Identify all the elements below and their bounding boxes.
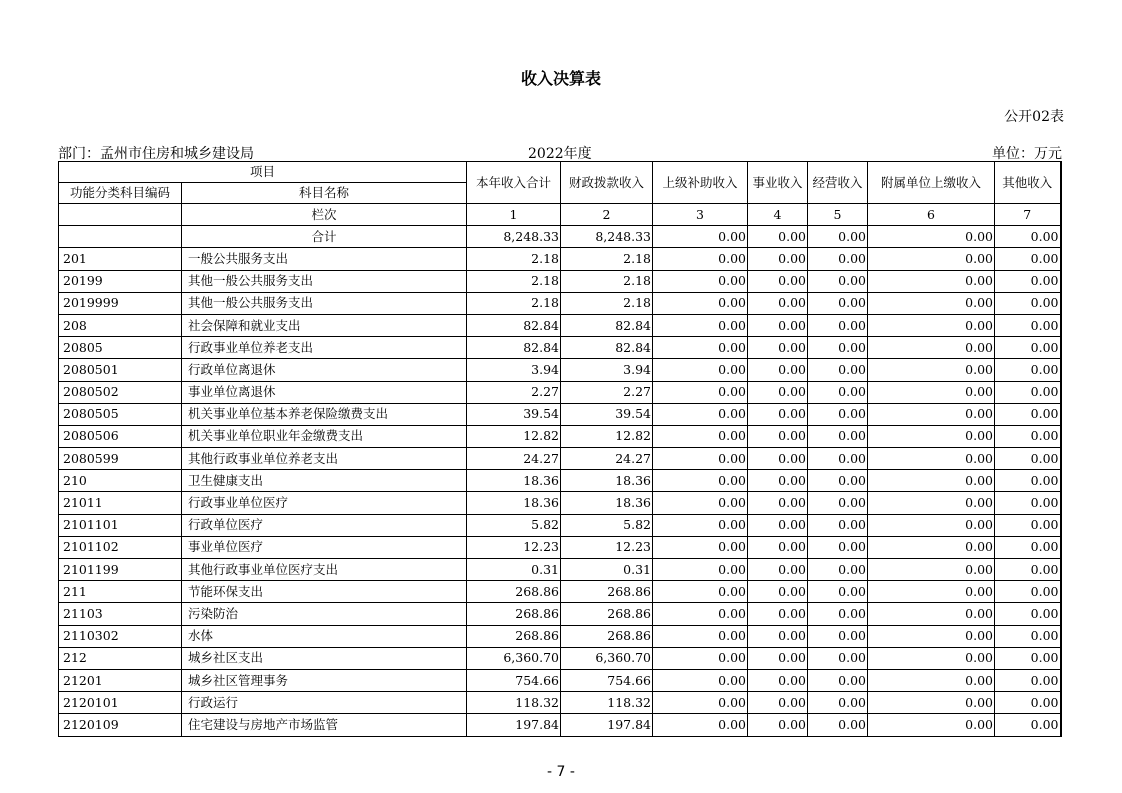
row-code: 21201: [59, 669, 182, 691]
row-code: 20199: [59, 270, 182, 292]
row-value: 12.82: [467, 425, 561, 447]
row-value: 0.00: [868, 692, 995, 714]
row-value: 0.00: [868, 270, 995, 292]
row-value: 0.00: [868, 581, 995, 603]
row-value: 0.00: [653, 536, 748, 558]
row-value: 268.86: [561, 581, 653, 603]
row-name: 其他一般公共服务支出: [182, 292, 467, 314]
table-row: [59, 314, 1061, 336]
row-name: 行政事业单位医疗: [182, 492, 467, 514]
row-value: 0.00: [995, 559, 1061, 581]
header-col-7: 其他收入: [995, 162, 1061, 204]
header-item: 项目: [59, 162, 467, 183]
row-value: 0.00: [653, 603, 748, 625]
row-value: 3.94: [561, 359, 653, 381]
row-value: 6,360.70: [561, 647, 653, 669]
row-code: 2101199: [59, 559, 182, 581]
row-name: 城乡社区支出: [182, 647, 467, 669]
row-value: 39.54: [467, 403, 561, 425]
row-value: 268.86: [467, 581, 561, 603]
row-value: 0.00: [868, 381, 995, 403]
row-value: 0.00: [748, 314, 808, 336]
row-value: 0.00: [808, 337, 868, 359]
row-value: 0.00: [868, 448, 995, 470]
row-value: 0.00: [653, 292, 748, 314]
row-value: 0.00: [995, 270, 1061, 292]
row-code: 2019999: [59, 292, 182, 314]
row-value: 0.00: [868, 470, 995, 492]
row-name: 水体: [182, 625, 467, 647]
row-value: 0.00: [653, 714, 748, 736]
row-value: 0.00: [808, 559, 868, 581]
row-name: 住宅建设与房地产市场监管: [182, 714, 467, 736]
row-value: 0.00: [748, 692, 808, 714]
row-value: 82.84: [561, 314, 653, 336]
blank-cell: [59, 204, 182, 226]
row-name: 节能环保支出: [182, 581, 467, 603]
row-value: 0.00: [748, 714, 808, 736]
row-value: 6,360.70: [467, 647, 561, 669]
row-value: 0.00: [995, 248, 1061, 270]
column-number: 3: [653, 204, 748, 226]
row-value: 0.00: [868, 359, 995, 381]
blank-cell: [59, 226, 182, 248]
row-value: 0.00: [748, 292, 808, 314]
row-value: 0.00: [808, 603, 868, 625]
row-value: 0.00: [808, 692, 868, 714]
row-value: 0.00: [653, 669, 748, 691]
table-row: [59, 359, 1061, 381]
column-number: 2: [561, 204, 653, 226]
row-value: 0.00: [995, 692, 1061, 714]
row-value: 39.54: [561, 403, 653, 425]
row-value: 268.86: [467, 603, 561, 625]
unit-label: 单位：万元: [992, 146, 1062, 162]
row-value: 2.18: [467, 270, 561, 292]
row-value: 0.00: [868, 603, 995, 625]
header-col-4: 事业收入: [748, 162, 808, 204]
row-value: 0.00: [653, 692, 748, 714]
table-row: [59, 248, 1061, 270]
row-value: 0.00: [995, 314, 1061, 336]
row-value: 0.00: [995, 492, 1061, 514]
row-value: 0.00: [653, 581, 748, 603]
row-value: 0.00: [808, 492, 868, 514]
row-value: 0.00: [995, 514, 1061, 536]
header-code: 功能分类科目编码: [59, 183, 182, 204]
row-value: 3.94: [467, 359, 561, 381]
row-value: 0.00: [995, 381, 1061, 403]
row-value: 0.00: [995, 403, 1061, 425]
row-name: 污染防治: [182, 603, 467, 625]
row-value: 0.00: [995, 603, 1061, 625]
row-value: 0.00: [653, 403, 748, 425]
fiscal-year: 2022年度: [528, 146, 592, 162]
row-value: 197.84: [561, 714, 653, 736]
row-name: 行政事业单位养老支出: [182, 337, 467, 359]
row-value: 0.00: [995, 714, 1061, 736]
row-value: 0.00: [653, 448, 748, 470]
row-value: 0.00: [995, 581, 1061, 603]
row-value: 0.00: [868, 559, 995, 581]
row-value: 0.00: [808, 581, 868, 603]
table-row: [59, 647, 1061, 669]
total-row: [59, 226, 1061, 248]
row-name: 社会保障和就业支出: [182, 314, 467, 336]
row-code: 211: [59, 581, 182, 603]
row-value: 0.00: [868, 337, 995, 359]
header-col-5: 经营收入: [808, 162, 868, 204]
row-value: 0.00: [995, 359, 1061, 381]
row-code: 2120101: [59, 692, 182, 714]
column-number: 7: [995, 204, 1061, 226]
row-name: 其他行政事业单位养老支出: [182, 448, 467, 470]
row-value: 0.00: [868, 403, 995, 425]
row-value: 5.82: [467, 514, 561, 536]
table-row: [59, 492, 1061, 514]
table-row: [59, 714, 1061, 736]
row-value: 18.36: [561, 470, 653, 492]
row-code: 2110302: [59, 625, 182, 647]
column-number: 1: [467, 204, 561, 226]
row-value: 0.00: [995, 669, 1061, 691]
row-code: 21011: [59, 492, 182, 514]
row-value: 2.18: [561, 292, 653, 314]
row-value: 0.00: [808, 248, 868, 270]
row-value: 2.18: [561, 248, 653, 270]
row-value: 0.00: [808, 647, 868, 669]
table-row: [59, 581, 1061, 603]
row-value: 0.00: [748, 581, 808, 603]
row-value: 0.00: [868, 492, 995, 514]
row-value: 0.00: [653, 359, 748, 381]
row-value: 0.00: [653, 492, 748, 514]
total-value: 8,248.33: [561, 226, 653, 248]
total-value: 0.00: [748, 226, 808, 248]
header-col-3: 上级补助收入: [653, 162, 748, 204]
row-name: 行政单位医疗: [182, 514, 467, 536]
row-value: 268.86: [561, 625, 653, 647]
row-value: 0.00: [868, 625, 995, 647]
row-code: 2101102: [59, 536, 182, 558]
table-row: [59, 470, 1061, 492]
row-value: 0.00: [748, 603, 808, 625]
row-value: 0.00: [748, 248, 808, 270]
row-value: 0.00: [748, 425, 808, 447]
row-value: 0.00: [748, 559, 808, 581]
row-value: 754.66: [561, 669, 653, 691]
row-value: 82.84: [561, 337, 653, 359]
row-value: 0.00: [995, 337, 1061, 359]
row-value: 0.00: [748, 492, 808, 514]
row-value: 0.00: [868, 714, 995, 736]
row-value: 0.00: [808, 514, 868, 536]
column-number: 4: [748, 204, 808, 226]
row-value: 0.00: [808, 314, 868, 336]
income-table: [58, 161, 1062, 737]
row-value: 0.00: [808, 470, 868, 492]
row-code: 2080505: [59, 403, 182, 425]
row-value: 0.00: [995, 470, 1061, 492]
table-row: [59, 381, 1061, 403]
row-value: 0.00: [868, 248, 995, 270]
row-name: 其他行政事业单位医疗支出: [182, 559, 467, 581]
row-code: 21103: [59, 603, 182, 625]
row-value: 0.00: [748, 514, 808, 536]
row-value: 18.36: [561, 492, 653, 514]
row-code: 2101101: [59, 514, 182, 536]
total-value: 0.00: [653, 226, 748, 248]
row-label: 栏次: [182, 204, 467, 226]
row-value: 0.00: [868, 514, 995, 536]
row-value: 0.00: [995, 536, 1061, 558]
row-value: 0.00: [808, 381, 868, 403]
row-value: 0.00: [748, 337, 808, 359]
table-row: [59, 270, 1061, 292]
table-row: [59, 337, 1061, 359]
column-number-row: [59, 204, 1061, 226]
row-value: 0.00: [808, 270, 868, 292]
row-value: 0.00: [868, 647, 995, 669]
row-value: 118.32: [467, 692, 561, 714]
row-code: 2080502: [59, 381, 182, 403]
row-name: 事业单位医疗: [182, 536, 467, 558]
row-value: 0.00: [653, 381, 748, 403]
row-name: 城乡社区管理事务: [182, 669, 467, 691]
row-value: 0.00: [808, 292, 868, 314]
total-label: 合计: [182, 226, 467, 248]
row-value: 0.00: [748, 403, 808, 425]
row-value: 0.00: [748, 381, 808, 403]
table-row: [59, 448, 1061, 470]
row-value: 0.00: [995, 448, 1061, 470]
row-code: 212: [59, 647, 182, 669]
row-value: 0.00: [748, 270, 808, 292]
header-name: 科目名称: [182, 183, 467, 204]
table-row: [59, 425, 1061, 447]
row-value: 0.31: [561, 559, 653, 581]
row-value: 0.00: [653, 647, 748, 669]
table-row: [59, 669, 1061, 691]
row-value: 0.00: [808, 425, 868, 447]
row-value: 82.84: [467, 337, 561, 359]
row-value: 24.27: [467, 448, 561, 470]
total-value: 0.00: [808, 226, 868, 248]
row-value: 2.27: [467, 381, 561, 403]
row-value: 0.00: [995, 647, 1061, 669]
row-value: 197.84: [467, 714, 561, 736]
row-name: 机关事业单位职业年金缴费支出: [182, 425, 467, 447]
row-value: 0.00: [748, 625, 808, 647]
row-value: 12.82: [561, 425, 653, 447]
table-row: [59, 625, 1061, 647]
column-number: 6: [868, 204, 995, 226]
row-value: 268.86: [467, 625, 561, 647]
row-name: 一般公共服务支出: [182, 248, 467, 270]
row-value: 0.00: [995, 625, 1061, 647]
row-value: 0.00: [808, 669, 868, 691]
department-label: 部门：孟州市住房和城乡建设局: [58, 146, 254, 162]
row-value: 18.36: [467, 470, 561, 492]
total-value: 0.00: [995, 226, 1061, 248]
row-value: 0.00: [748, 470, 808, 492]
row-value: 0.00: [748, 536, 808, 558]
table-row: [59, 536, 1061, 558]
row-value: 0.00: [653, 559, 748, 581]
row-value: 0.00: [653, 625, 748, 647]
row-code: 2080501: [59, 359, 182, 381]
row-code: 20805: [59, 337, 182, 359]
row-value: 754.66: [467, 669, 561, 691]
row-code: 2120109: [59, 714, 182, 736]
row-value: 2.18: [467, 248, 561, 270]
row-value: 0.00: [808, 714, 868, 736]
total-value: 0.00: [868, 226, 995, 248]
page-number: - 7 -: [547, 764, 575, 780]
row-value: 0.00: [808, 359, 868, 381]
row-name: 事业单位离退休: [182, 381, 467, 403]
row-value: 0.00: [653, 270, 748, 292]
header-col-1: 本年收入合计: [467, 162, 561, 204]
row-value: 0.00: [748, 359, 808, 381]
row-value: 0.00: [653, 337, 748, 359]
table-row: [59, 603, 1061, 625]
row-value: 118.32: [561, 692, 653, 714]
row-value: 18.36: [467, 492, 561, 514]
table-row: [59, 514, 1061, 536]
row-value: 0.00: [748, 647, 808, 669]
row-value: 0.00: [995, 292, 1061, 314]
row-value: 0.00: [748, 448, 808, 470]
row-name: 机关事业单位基本养老保险缴费支出: [182, 403, 467, 425]
row-value: 0.00: [808, 625, 868, 647]
row-value: 24.27: [561, 448, 653, 470]
column-number: 5: [808, 204, 868, 226]
table-row: [59, 692, 1061, 714]
row-value: 0.00: [995, 425, 1061, 447]
row-name: 行政运行: [182, 692, 467, 714]
header-col-6: 附属单位上缴收入: [868, 162, 995, 204]
row-value: 0.00: [868, 669, 995, 691]
table-row: [59, 292, 1061, 314]
row-value: 0.00: [653, 248, 748, 270]
row-value: 0.00: [653, 470, 748, 492]
row-value: 0.31: [467, 559, 561, 581]
row-value: 0.00: [808, 536, 868, 558]
table-row: [59, 403, 1061, 425]
row-name: 行政单位离退休: [182, 359, 467, 381]
row-code: 208: [59, 314, 182, 336]
row-code: 201: [59, 248, 182, 270]
row-code: 2080599: [59, 448, 182, 470]
header-row-1: [59, 162, 1061, 183]
row-value: 268.86: [561, 603, 653, 625]
row-value: 2.27: [561, 381, 653, 403]
row-value: 0.00: [808, 448, 868, 470]
row-name: 卫生健康支出: [182, 470, 467, 492]
row-value: 0.00: [868, 425, 995, 447]
header-col-2: 财政拨款收入: [561, 162, 653, 204]
row-code: 2080506: [59, 425, 182, 447]
row-value: 82.84: [467, 314, 561, 336]
row-value: 2.18: [561, 270, 653, 292]
row-value: 12.23: [467, 536, 561, 558]
page-title: 收入决算表: [520, 69, 601, 88]
total-value: 8,248.33: [467, 226, 561, 248]
row-value: 0.00: [653, 425, 748, 447]
row-value: 0.00: [748, 669, 808, 691]
row-code: 210: [59, 470, 182, 492]
row-value: 0.00: [808, 403, 868, 425]
row-value: 2.18: [467, 292, 561, 314]
row-name: 其他一般公共服务支出: [182, 270, 467, 292]
row-value: 0.00: [653, 314, 748, 336]
table-row: [59, 559, 1061, 581]
row-value: 0.00: [868, 314, 995, 336]
row-value: 0.00: [868, 292, 995, 314]
row-value: 5.82: [561, 514, 653, 536]
form-number: 公开02表: [1004, 109, 1064, 125]
row-value: 0.00: [653, 514, 748, 536]
row-value: 12.23: [561, 536, 653, 558]
row-value: 0.00: [868, 536, 995, 558]
